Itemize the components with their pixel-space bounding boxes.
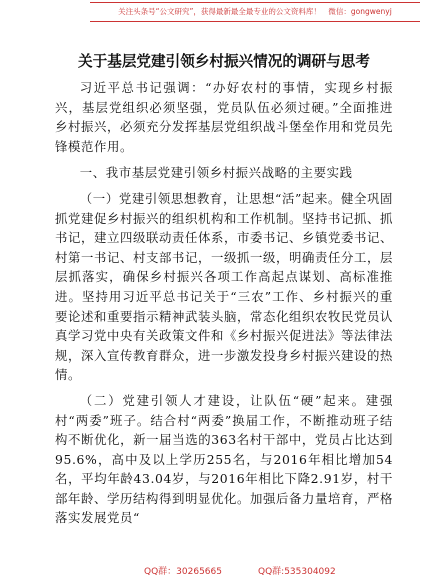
- promo-banner: 关注头条号“公文研究”，获得最新最全最专业的公文资料库！ 微信：gongwenyj: [90, 2, 420, 22]
- body-paragraph-1: （一）党建引领思想教育，让思想“活”起来。健全巩固抓党建促乡村振兴的组织机构和工作机制。坚持书记抓、抓书记，建立四级联动责任体系，市委书记、乡镇党委书记、村第一书记、村支部书记，一级抓一级，明确责任分工，层层抓落实，确保乡村振兴各项工作高起点谋划、高标准推进。坚持用习近平总书记关于“三农”工作、乡村振兴的重要论述和重要指示精神武装头脑，常态化组织农牧民党员认真学习党中央有关政策文件和《乡村振兴促进法》等法律法规，深入宣传教育群众，进一步激发投身乡村振兴建设的热情。: [55, 190, 393, 383]
- section-heading: 一、我市基层党建引领乡村振兴战略的主要实践: [79, 165, 353, 181]
- footer-qq-group-1: QQ群：30265665: [144, 567, 222, 577]
- footer-qq-group-2: QQ群:535304092: [258, 567, 336, 577]
- document-body: [55, 78, 393, 534]
- intro-paragraph: 习近平总书记强调：“办好农村的事情，实现乡村振兴，基层党组织必须坚强，党员队伍必须过硬。”全面推进乡村振兴，必须充分发挥基层党组织战斗堡垒作用和党员先锋模范作用。: [55, 80, 393, 154]
- document-title: 关于基层党建引领乡村振兴情况的调研与思考: [78, 53, 370, 70]
- footer-contact: [60, 566, 388, 578]
- body-paragraph-2: （二）党建引领人才建设，让队伍“硬”起来。建强村“两委”班子。结合村“两委”换届工作，不断推动班子结构不断优化，新一届当选的363名村干部中，党员占比达到95.6%，高中及以上学历255名，与2016年相比增加54名，平均年龄43.04岁，与2016年相比下降2.91岁，村干部年龄、学历结构得到明显优化。加强后备力量培育，严格落实发展党员“: [55, 392, 393, 526]
